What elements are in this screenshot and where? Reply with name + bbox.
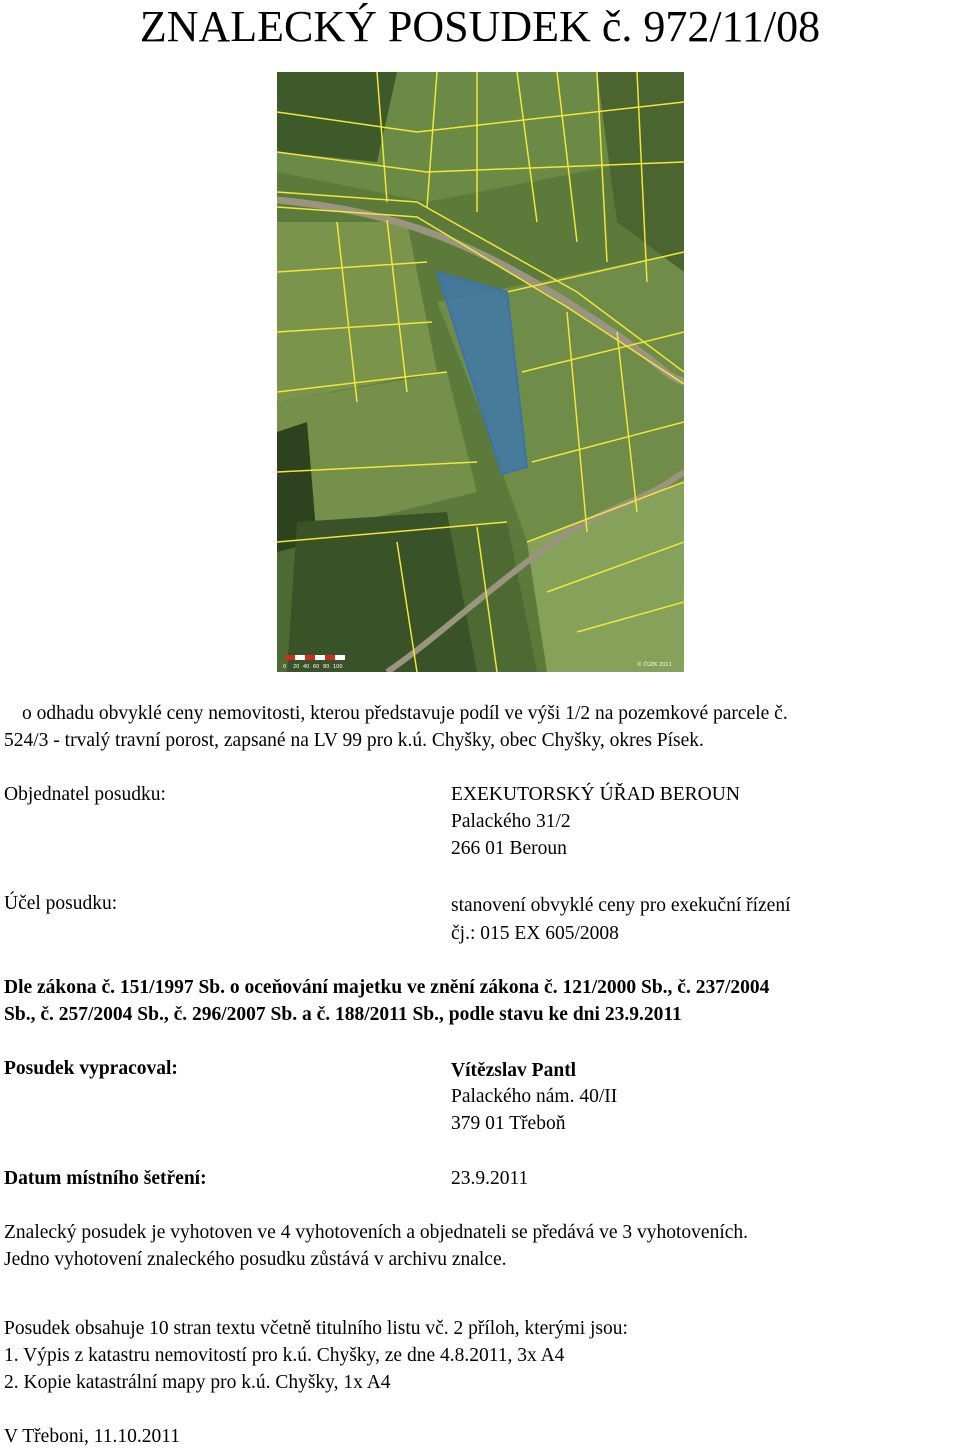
contents-item-2: 2. Kopie katastrální mapy pro k.ú. Chyšky, 1x A4 — [4, 1372, 391, 1393]
client-label: Objednatel posudku: — [4, 784, 166, 805]
place-date: V Třeboni, 11.10.2011 — [4, 1426, 181, 1447]
copies-line-1: Znalecký posudek je vyhotoven ve 4 vyhotoveních a objednateli se předává ve 3 vyhotoveních. — [4, 1222, 749, 1243]
map-copyright: © ČÚZK 2011 — [637, 662, 672, 668]
author-name: Vítězslav Pantl — [451, 1060, 577, 1081]
scale-label: 20 — [293, 664, 300, 670]
author-city: 379 01 Třeboň — [451, 1113, 566, 1134]
document-title: ZNALECKÝ POSUDEK č. 972/11/08 — [139, 2, 821, 51]
client-street: Palackého 31/2 — [451, 811, 571, 832]
author-street: Palackého nám. 40/II — [451, 1086, 618, 1107]
scale-label: 40 — [303, 664, 310, 670]
intro-line-2: 524/3 - trvalý travní porost, zapsané na LV 99 pro k.ú. Chyšky, obec Chyšky, okres Písek. — [4, 730, 704, 751]
inspection-label: Datum místního šetření: — [4, 1168, 207, 1189]
scale-label: 100 — [333, 664, 343, 670]
scale-label: 0 — [283, 664, 287, 670]
intro-line-1: o odhadu obvyklé ceny nemovitosti, kterou představuje podíl ve výši 1/2 na pozemkové parcele č. — [22, 703, 788, 724]
copies-line-2: Jedno vyhotovení znaleckého posudku zůstává v archivu znalce. — [4, 1249, 507, 1270]
law-line-2: Sb., č. 257/2004 Sb., č. 296/2007 Sb. a č. 188/2011 Sb., podle stavu ke dni 23.9.2011 — [4, 1004, 682, 1025]
purpose-line-1: stanovení obvyklé ceny pro exekuční řízení — [451, 895, 791, 916]
cadastral-map-photo — [277, 72, 684, 672]
contents-line-1: Posudek obsahuje 10 stran textu včetně titulního listu vč. 2 příloh, kterými jsou: — [4, 1318, 628, 1339]
purpose-line-2: čj.: 015 EX 605/2008 — [451, 923, 619, 944]
inspection-date: 23.9.2011 — [451, 1168, 529, 1189]
law-line-1: Dle zákona č. 151/1997 Sb. o oceňování majetku ve znění zákona č. 121/2000 Sb., č. 237/2004 — [4, 977, 770, 998]
client-city: 266 01 Beroun — [451, 838, 567, 859]
scale-label: 80 — [323, 664, 330, 670]
scale-label: 60 — [313, 664, 320, 670]
client-name: EXEKUTORSKÝ ÚŘAD BEROUN — [451, 784, 740, 805]
purpose-label: Účel posudku: — [4, 893, 118, 914]
author-label: Posudek vypracoval: — [4, 1058, 178, 1079]
contents-item-1: 1. Výpis z katastru nemovitostí pro k.ú. Chyšky, ze dne 4.8.2011, 3x A4 — [4, 1345, 565, 1366]
